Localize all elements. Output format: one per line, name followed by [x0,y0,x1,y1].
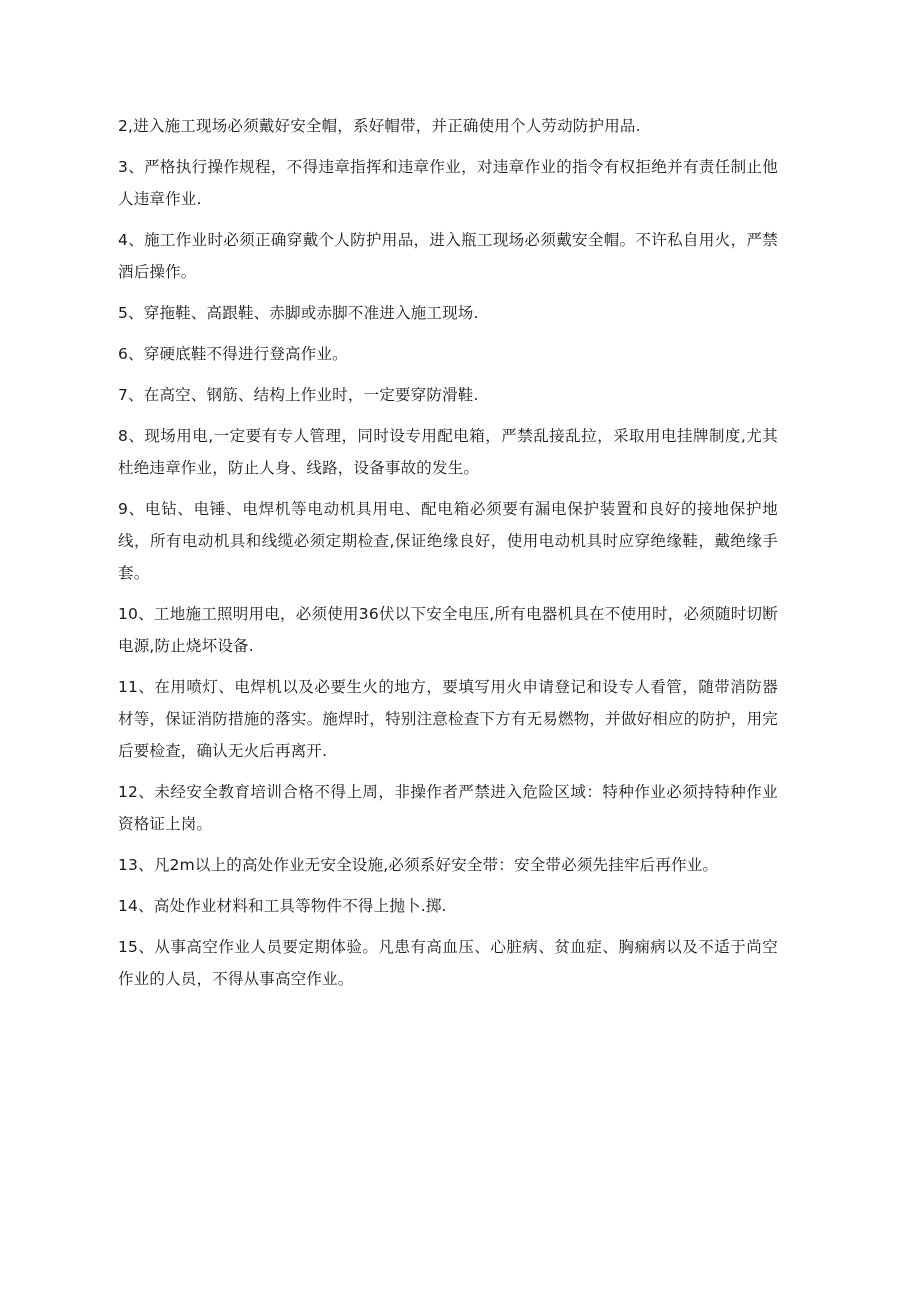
rule-item-13: 13、凡2m以上的高处作业无安全设施,必须系好安全带：安全带必须先挂牢后再作业。 [118,856,719,874]
rule-item-12: 12、未经安全教育培训合格不得上周，非操作者严禁进入危险区域：特种作业必须持特种作业资格证上岗。 [118,783,778,833]
rule-item-7: 7、在高空、钢筋、结构上作业时，一定要穿防滑鞋. [118,386,479,404]
rules-list [118,110,778,1004]
rule-item-3: 3、严格执行操作规程，不得违章指挥和违章作业，对违章作业的指令有权拒绝并有责任制止他人违章作业. [118,158,778,208]
rule-item-8: 8、现场用电,一定要有专人管理，同时设专用配电箱，严禁乱接乱拉，采取用电挂牌制度,尤其杜绝违章作业，防止人身、线路，设备事故的发生。 [118,427,778,477]
rule-item-15: 15、从事高空作业人员要定期体验。凡患有高血压、心脏病、贫血症、胸痫病以及不适于尚空作业的人员，不得从事高空作业。 [118,938,778,988]
rule-item-5: 5、穿拖鞋、高跟鞋、赤脚或赤脚不准进入施工现场. [118,304,479,322]
rule-item-10: 10、工地施工照明用电，必须使用36伏以下安全电压,所有电器机具在不使用时，必须随时切断电源,防止烧坏设备. [118,605,778,655]
rule-item-14: 14、高处作业材料和工具等物件不得上抛卜.掷. [118,897,447,915]
rule-item-4: 4、施工作业时必须正确穿戴个人防护用品，进入瓶工现场必须戴安全帽。不许私自用火，严禁酒后操作。 [118,231,778,281]
rule-item-6: 6、穿硬底鞋不得进行登高作业。 [118,345,348,363]
rule-item-9: 9、电钻、电锤、电焊机等电动机具用电、配电箱必须要有漏电保护装置和良好的接地保护地线，所有电动机具和线缆必须定期检查,保证绝缘良好，使用电动机具时应穿绝缘鞋，戴绝缘手套。 [118,500,778,582]
rule-item-11: 11、在用喷灯、电焊机以及必要生火的地方，要填写用火申请登记和设专人看管，随带消防器材等，保证消防措施的落实。施焊时，特别注意检查下方有无易燃物，并做好相应的防护，用完后要检查，确认无火后再离开. [118,678,778,760]
rule-item-2: 2,进入施工现场必须戴好安全帽，系好帽带，并正确使用个人劳动防护用品. [118,117,641,135]
